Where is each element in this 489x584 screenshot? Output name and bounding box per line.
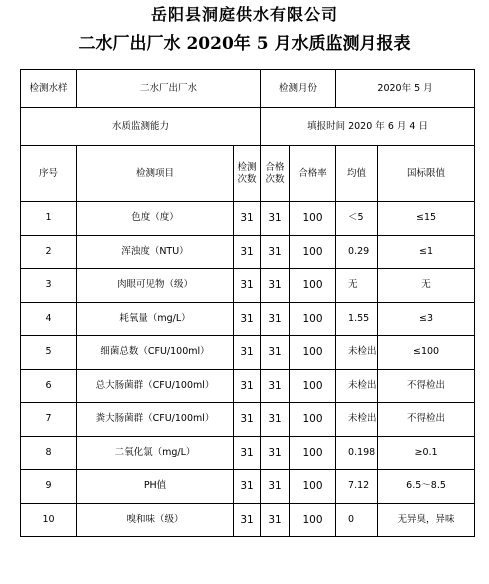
row-limit: ≤3 — [378, 302, 475, 336]
row-mean: 未检出 — [336, 403, 378, 437]
row-limit: 不得检出 — [378, 403, 475, 437]
row-limit: 不得检出 — [378, 369, 475, 403]
row-tests: 31 — [234, 369, 261, 403]
row-no: 5 — [21, 336, 77, 370]
row-rate: 100 — [290, 235, 336, 269]
row-tests: 31 — [234, 235, 261, 269]
row-no: 7 — [21, 403, 77, 437]
row-item: 肉眼可见物（级） — [77, 269, 234, 303]
header-row — [21, 146, 475, 202]
row-passed: 31 — [261, 436, 290, 470]
row-mean: 未检出 — [336, 369, 378, 403]
row-limit: ≤1 — [378, 235, 475, 269]
row-no: 4 — [21, 302, 77, 336]
row-item: 浑浊度（NTU） — [77, 235, 234, 269]
row-mean: 7.12 — [336, 470, 378, 504]
row-mean: ＜5 — [336, 202, 378, 236]
table-row — [21, 202, 475, 236]
row-item: PH值 — [77, 470, 234, 504]
table-row — [21, 369, 475, 403]
row-mean: 无 — [336, 269, 378, 303]
row-no: 3 — [21, 269, 77, 303]
header-passed: 合格次数 — [261, 146, 290, 202]
row-limit: ≤15 — [378, 202, 475, 236]
table-row — [21, 235, 475, 269]
fill-date: 填报时间 2020 年 6 月 4 日 — [261, 108, 475, 146]
row-tests: 31 — [234, 202, 261, 236]
header-tests: 检测次数 — [234, 146, 261, 202]
row-tests: 31 — [234, 470, 261, 504]
row-rate: 100 — [290, 403, 336, 437]
sample-label: 检测水样 — [21, 70, 77, 108]
meta-row-sample — [21, 70, 475, 108]
row-rate: 100 — [290, 336, 336, 370]
row-item: 总大肠菌群（CFU/100ml） — [77, 369, 234, 403]
month-label: 检测月份 — [261, 70, 336, 108]
row-passed: 31 — [261, 302, 290, 336]
row-rate: 100 — [290, 369, 336, 403]
row-limit: 无 — [378, 269, 475, 303]
table-row — [21, 470, 475, 504]
row-passed: 31 — [261, 336, 290, 370]
table-row — [21, 336, 475, 370]
header-mean: 均值 — [336, 146, 378, 202]
report-title: 二水厂出厂水 2020年 5 月水质监测月报表 — [78, 34, 411, 54]
row-rate: 100 — [290, 503, 336, 537]
row-passed: 31 — [261, 470, 290, 504]
row-rate: 100 — [290, 436, 336, 470]
water-quality-table — [20, 69, 475, 537]
table-row — [21, 302, 475, 336]
row-limit: 6.5～8.5 — [378, 470, 475, 504]
header-rate: 合格率 — [290, 146, 336, 202]
header-limit: 国标限值 — [378, 146, 475, 202]
row-passed: 31 — [261, 403, 290, 437]
meta-row-capability — [21, 108, 475, 146]
row-tests: 31 — [234, 336, 261, 370]
row-passed: 31 — [261, 235, 290, 269]
row-item: 二氧化氯（mg/L） — [77, 436, 234, 470]
row-tests: 31 — [234, 403, 261, 437]
sample-value: 二水厂出厂水 — [77, 70, 261, 108]
table-row — [21, 269, 475, 303]
header-item: 检测项目 — [77, 146, 234, 202]
row-no: 10 — [21, 503, 77, 537]
row-rate: 100 — [290, 202, 336, 236]
row-limit: ≤100 — [378, 336, 475, 370]
row-mean: 1.55 — [336, 302, 378, 336]
row-no: 2 — [21, 235, 77, 269]
capability-label: 水质监测能力 — [21, 108, 261, 146]
row-rate: 100 — [290, 269, 336, 303]
row-mean: 0.29 — [336, 235, 378, 269]
row-no: 6 — [21, 369, 77, 403]
row-no: 1 — [21, 202, 77, 236]
row-mean: 0.198 — [336, 436, 378, 470]
row-limit: 无异臭，异味 — [378, 503, 475, 537]
row-mean: 0 — [336, 503, 378, 537]
row-mean: 未检出 — [336, 336, 378, 370]
row-rate: 100 — [290, 302, 336, 336]
table-row — [21, 403, 475, 437]
row-passed: 31 — [261, 269, 290, 303]
table-row — [21, 436, 475, 470]
row-limit: ≥0.1 — [378, 436, 475, 470]
row-rate: 100 — [290, 470, 336, 504]
header-no: 序号 — [21, 146, 77, 202]
row-no: 8 — [21, 436, 77, 470]
row-passed: 31 — [261, 369, 290, 403]
row-tests: 31 — [234, 436, 261, 470]
table-row — [21, 503, 475, 537]
row-item: 细菌总数（CFU/100ml） — [77, 336, 234, 370]
row-passed: 31 — [261, 503, 290, 537]
row-item: 色度（度） — [77, 202, 234, 236]
row-tests: 31 — [234, 503, 261, 537]
row-tests: 31 — [234, 302, 261, 336]
row-item: 粪大肠菌群（CFU/100ml） — [77, 403, 234, 437]
row-no: 9 — [21, 470, 77, 504]
row-tests: 31 — [234, 269, 261, 303]
row-passed: 31 — [261, 202, 290, 236]
row-item: 嗅和味（级） — [77, 503, 234, 537]
row-item: 耗氧量（mg/L） — [77, 302, 234, 336]
month-value: 2020年 5 月 — [336, 70, 475, 108]
company-title: 岳阳县洞庭供水有限公司 — [150, 5, 338, 24]
